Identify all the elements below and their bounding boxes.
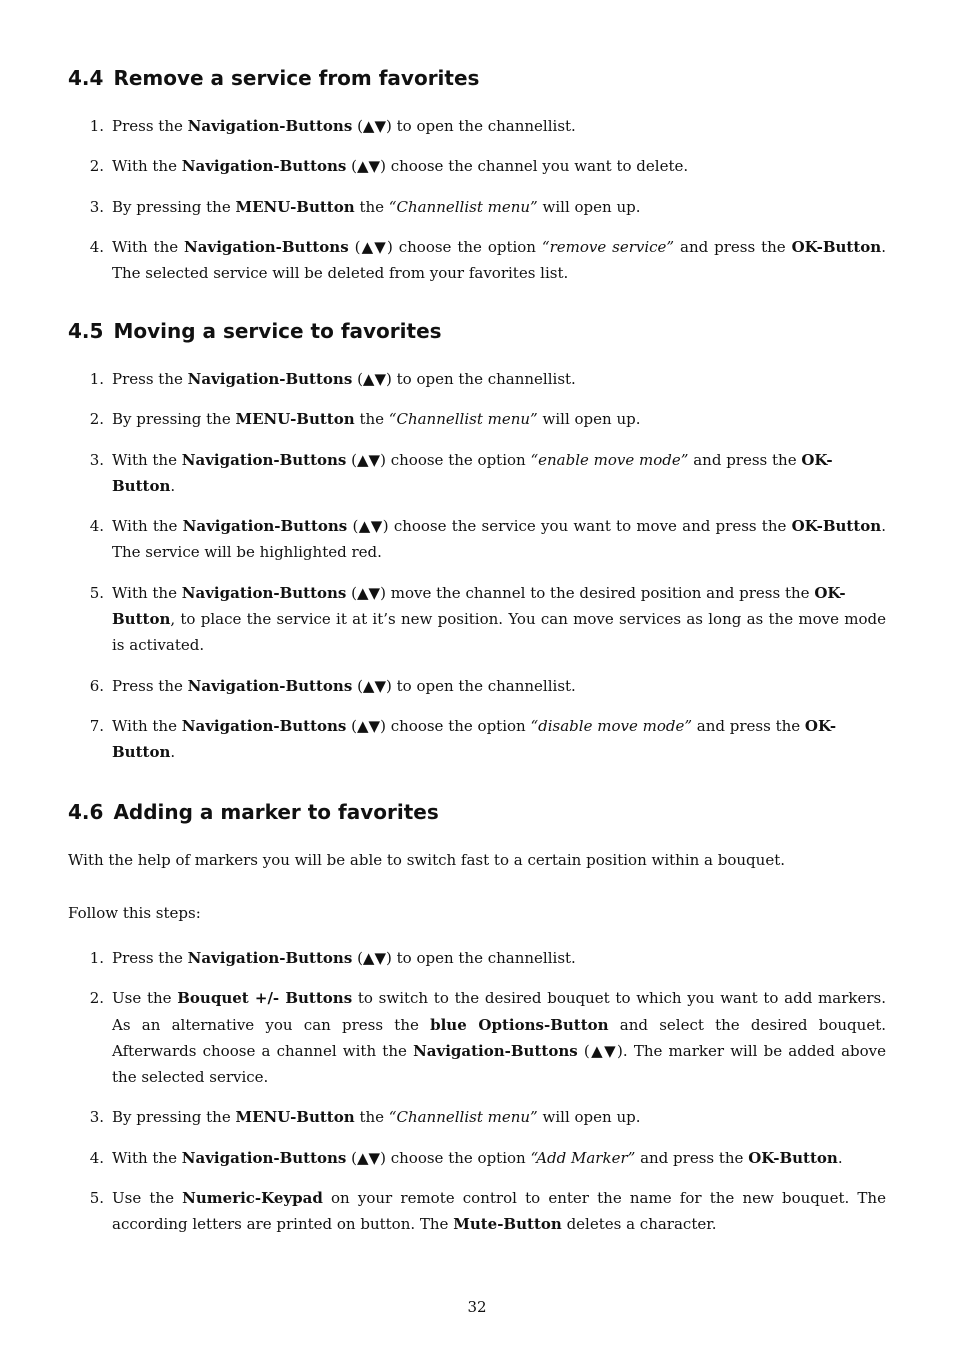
list-item: 2. Use the Bouquet +/- Buttons to switch to the desired bouquet to which you want to add markers. As an alternative you can press the blue Options-Button and select the desired bouquet. Afterwards choose a channel with the Navigation-Buttons (▲▼). The marker will be added above the selected service. (89, 989, 887, 1087)
list-item: 4. With the Navigation-Buttons (▲▼) choose the option “remove service” and press the OK-Button. The selected service will be deleted from your favorites list. (89, 237, 886, 283)
list-item: 3. With the Navigation-Buttons (▲▼) choose the option “enable move mode” and press the OK- Button. (89, 450, 833, 495)
list-item: 2. By pressing the MENU-Button the “Channellist menu” will open up. (89, 410, 641, 429)
list-item: 7. With the Navigation-Buttons (▲▼) choose the option “disable move mode” and press the OK- Button. (89, 716, 837, 762)
section-number: 4.5 (68, 319, 104, 343)
section-heading-4-4 (68, 66, 479, 90)
section-title: Remove a service from favorites (113, 66, 480, 90)
section-heading-4-6 (68, 800, 439, 824)
list-item: 5. Use the Numeric-Keypad on your remote control to enter the name for the new bouquet. The according letters are printed on button. The Mute-Button deletes a character. (89, 1189, 886, 1234)
list-item: 4. With the Navigation-Buttons (▲▼) choose the option “Add Marker” and press the OK-Button. (89, 1148, 843, 1167)
list-item: 4. With the Navigation-Buttons (▲▼) choose the service you want to move and press the OK-Button. The service will be highlighted red. (89, 517, 886, 562)
list-item: 1. Press the Navigation-Buttons (▲▼) to open the channellist. (89, 370, 576, 388)
section-title: Adding a marker to favorites (113, 800, 439, 824)
intro-paragraph: With the help of markers you will be able to switch fast to a certain position within a bouquet. (68, 851, 785, 869)
list-item: 3. By pressing the MENU-Button the “Channellist menu” will open up. (89, 197, 641, 216)
section-heading-4-5 (68, 319, 442, 343)
follow-steps-text: Follow this steps: (68, 904, 201, 922)
list-item: 1. Press the Navigation-Buttons (▲▼) to open the channellist. (89, 949, 576, 967)
list-item: 6. Press the Navigation-Buttons (▲▼) to open the channellist. (89, 676, 576, 695)
steps-list-4-5 (68, 366, 886, 766)
list-item: 1. Press the Navigation-Buttons (▲▼) to open the channellist. (89, 117, 576, 135)
page-number: 32 (467, 1298, 487, 1316)
section-title: Moving a service to favorites (113, 319, 442, 343)
steps-list-4-4 (68, 113, 886, 286)
section-number: 4.4 (68, 66, 104, 90)
list-item: 5. With the Navigation-Buttons (▲▼) move the channel to the desired position and press the OK- Button, to place the service it at it’s new position. You can move services as long as the move mode is activated. (89, 583, 886, 655)
list-item: 2. With the Navigation-Buttons (▲▼) choose the channel you want to delete. (89, 157, 689, 176)
list-item: 3. By pressing the MENU-Button the “Channellist menu” will open up. (89, 1108, 641, 1127)
section-number: 4.6 (68, 800, 104, 824)
steps-list-4-6 (68, 945, 886, 1238)
